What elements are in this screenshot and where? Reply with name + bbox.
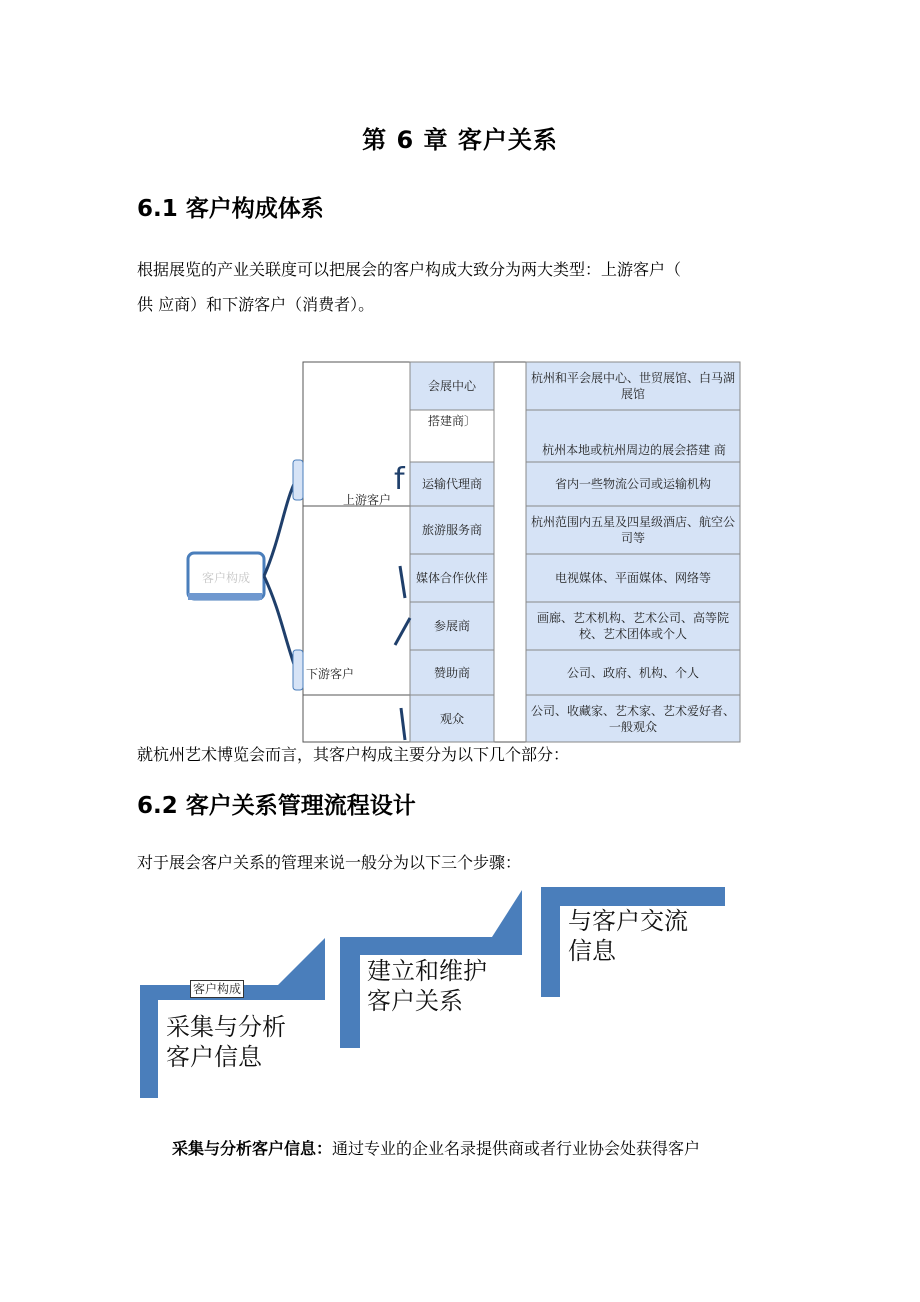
downstream-label: 下游客户: [306, 667, 355, 681]
category-label: 会展中心: [427, 379, 476, 393]
stray-glyph: f: [394, 462, 405, 497]
detail-label: 公司、收藏家、艺术家、艺术爱好者、一般观众: [530, 703, 735, 734]
detail-label: 电视媒体、平面媒体、网络等: [554, 571, 711, 585]
step1-term: 采集与分析客户信息：: [172, 1139, 333, 1158]
category-label: 观众: [439, 711, 464, 726]
detail-label: 杭州和平会展中心、世贸展馆、白马湖展馆: [530, 371, 735, 401]
step-arrow-2: [492, 890, 522, 937]
step-arrow-1: [278, 938, 325, 985]
section-heading-6-2: 6.2 客户关系管理流程设计: [137, 793, 416, 819]
step-3-label: 与客户交流 信息: [568, 907, 688, 965]
step1-desc: 通过专业的企业名录提供商或者行业协会处获得客户: [332, 1139, 701, 1158]
root-label: 客户构成: [201, 571, 250, 585]
category-label: 媒体合作伙伴: [416, 571, 489, 585]
intro-paragraph-line2: 供 应商）和下游客户（消费者）。: [137, 295, 375, 314]
category-label: 赞助商: [433, 665, 470, 680]
section-heading-6-1: 6.1 客户构成体系: [137, 196, 324, 222]
upstream-label: 上游客户: [343, 493, 392, 507]
steps-intro-paragraph: 对于展会客户关系的管理来说一般分为以下三个步骤：: [137, 853, 522, 872]
category-label: 运输代理商: [421, 477, 482, 491]
step-1-label: 采集与分析 客户信息: [166, 1013, 286, 1071]
category-label: 旅游服务商: [421, 523, 482, 537]
intro-paragraph-line1: 根据展览的产业关联度可以把展会的客户构成大致分为两大类型：上游客户（: [137, 260, 682, 279]
category-label: 参展商: [433, 619, 470, 633]
chapter-title: 第 6 章 客户关系: [362, 126, 558, 154]
detail-label: 公司、政府、机构、个人: [566, 665, 699, 680]
overlap-label: 客户构成: [190, 980, 244, 998]
category-label: 搭建商〕: [427, 414, 476, 428]
step-2-label: 建立和维护 客户关系: [367, 957, 487, 1015]
detail-label: 省内一些物流公司或运输机构: [554, 477, 711, 491]
detail-label: 画廊、艺术机构、艺术公司、高等院校、艺术团体或个人: [536, 611, 729, 641]
detail-label: 杭州范围内五星及四星级酒店、航空公司等: [530, 515, 735, 545]
step1-description: [172, 1132, 700, 1166]
detail-label: 杭州本地或杭州周边的展会搭建 商: [542, 443, 726, 457]
after-tree-paragraph: 就杭州艺术博览会而言，其客户构成主要分为以下几个部分：: [137, 745, 570, 764]
